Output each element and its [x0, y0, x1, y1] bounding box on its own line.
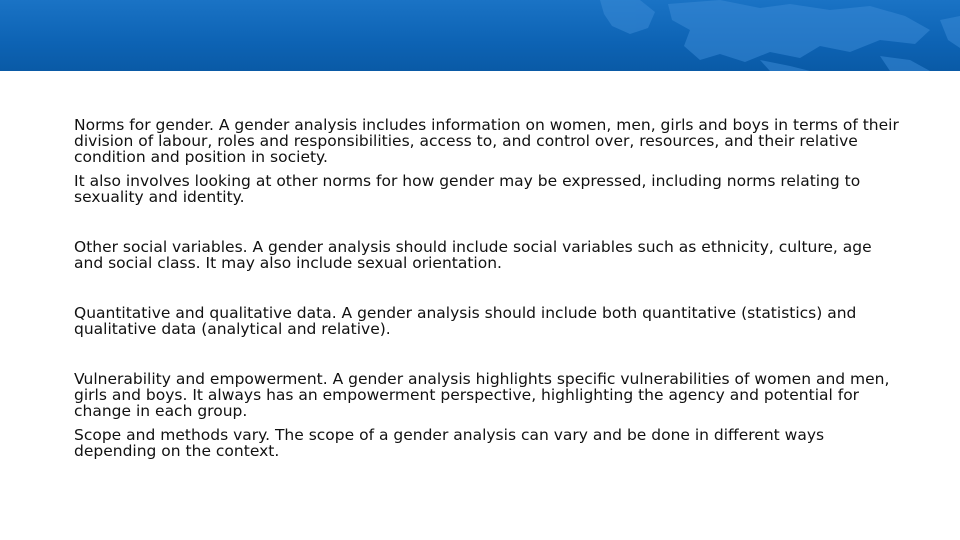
paragraph-other-social-variables: Other social variables. A gender analysis should include social variables such as ethnicity, culture, age and social class. It may also include sexual orientation. — [74, 238, 872, 272]
paragraph-norms-for-gender: Norms for gender. A gender analysis includes information on women, men, girls and boys in terms of their division of labour, roles and responsibilities, access to, and control over, resources, and their relative condition and position in society. — [74, 116, 899, 166]
world-map-watermark-icon — [0, 0, 960, 71]
paragraph-quantitative-qualitative-data: Quantitative and qualitative data. A gender analysis should include both quantitative (statistics) and qualitative data (analytical and relative). — [74, 304, 857, 338]
paragraph-other-norms: It also involves looking at other norms for how gender may be expressed, including norms relating to sexuality and identity. — [74, 172, 861, 206]
paragraph-scope-and-methods: Scope and methods vary. The scope of a gender analysis can vary and be done in different ways depending on the context. — [74, 426, 825, 460]
slide-body — [74, 117, 904, 459]
header-band — [0, 0, 960, 71]
paragraph-vulnerability-empowerment: Vulnerability and empowerment. A gender analysis highlights specific vulnerabilities of women and men, girls and boys. It always has an empowerment perspective, highlighting the agency and potential for change in each group. — [74, 370, 890, 420]
